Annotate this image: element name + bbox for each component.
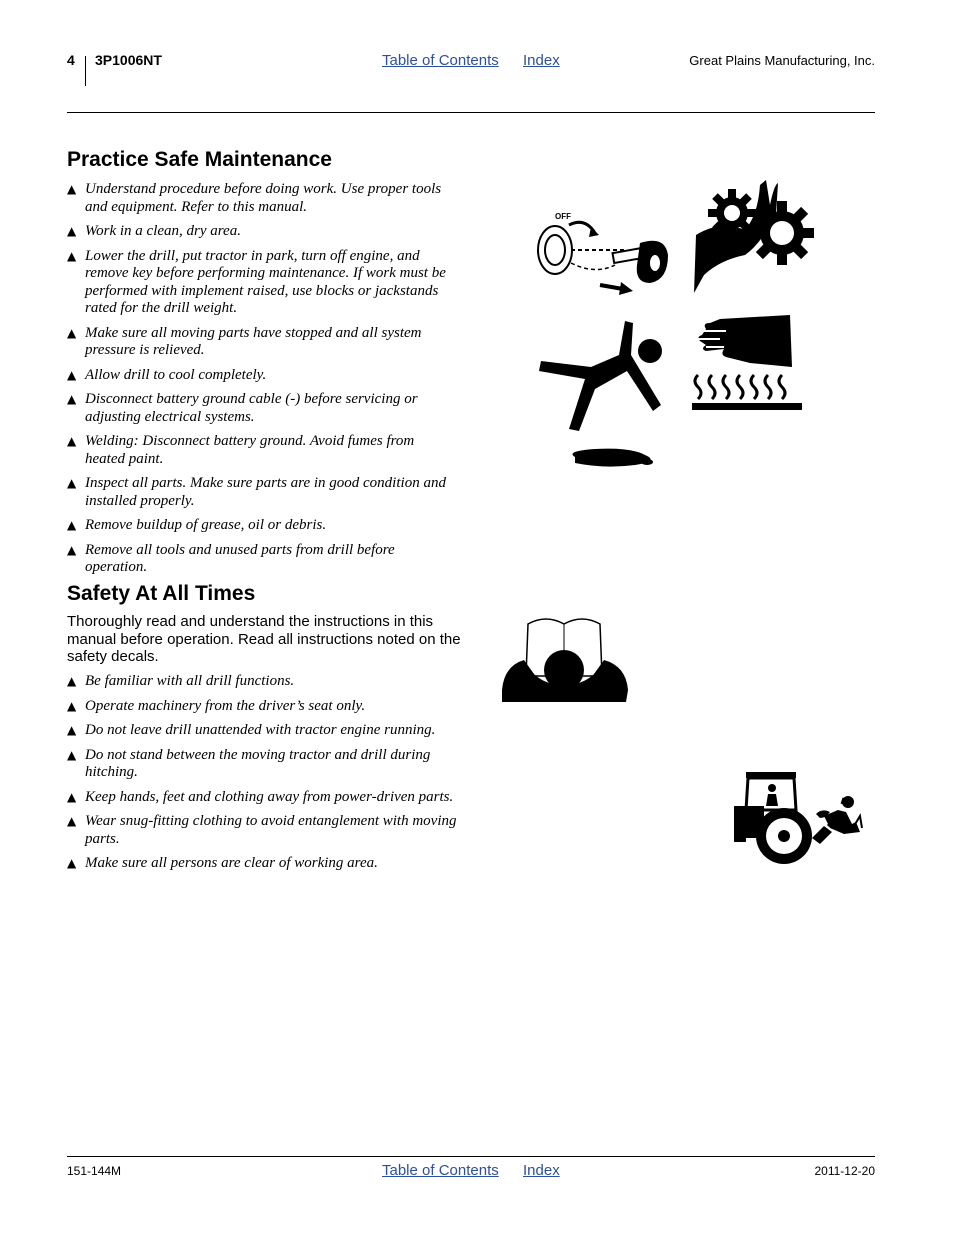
list-item: ▲ Understand procedure before doing work. Use proper tools and equipment. Refer to this manual. [67, 181, 442, 215]
gear-hand-icon [690, 175, 815, 295]
model-name: 3P1006NT [95, 52, 162, 68]
page-number: 4 [67, 52, 75, 68]
header-divider [85, 56, 86, 86]
company-name: Great Plains Manufacturing, Inc. [689, 53, 875, 68]
header-toc-link[interactable]: Table of Contents [382, 52, 499, 69]
list-item: ▲ Wear snug-fitting clothing to avoid entanglement with moving parts. [67, 813, 457, 847]
list-item: ▲ Be familiar with all drill functions. [67, 673, 295, 689]
header-index-link[interactable]: Index [523, 52, 560, 69]
list-item: ▲ Do not stand between the moving tractor and drill during hitching. [67, 746, 431, 780]
list-item: ▲ Do not leave drill unattended with tractor engine running. [67, 722, 436, 738]
section-intro: Thoroughly read and understand the instructions in this manual before operation. Read all instructions noted on the safety decals. [67, 613, 461, 665]
slip-fall-icon [535, 315, 670, 470]
safety-list [67, 673, 457, 880]
read-manual-icon [500, 614, 630, 706]
list-item: ▲ Lower the drill, put tractor in park, turn off engine, and remove key before performing maintenance. If work must be performed with implement raised, use blocks or jackstands rated for the drill weight. [67, 247, 446, 316]
document-date: 2011-12-20 [814, 1164, 875, 1178]
section-title-safe-maintenance: Practice Safe Maintenance [67, 148, 332, 171]
list-item: ▲ Work in a clean, dry area. [67, 223, 241, 239]
key-off-label: OFF [555, 212, 571, 221]
hot-surface-icon [690, 315, 805, 413]
list-item: ▲ Make sure all moving parts have stopped and all system pressure is relieved. [67, 324, 422, 358]
section-title-safety-all-times: Safety At All Times [67, 582, 256, 605]
footer-index-link[interactable]: Index [523, 1162, 560, 1179]
list-item: ▲ Welding: Disconnect battery ground. Avoid fumes from heated paint. [67, 433, 415, 467]
footer-toc-link[interactable]: Table of Contents [382, 1162, 499, 1179]
header-rule [67, 112, 875, 113]
footer-rule [67, 1156, 875, 1157]
maintenance-list [67, 181, 457, 584]
list-item: ▲ Remove buildup of grease, oil or debris. [67, 517, 327, 533]
key-off-icon [525, 205, 675, 300]
list-item: ▲ Operate machinery from the driver’s seat only. [67, 697, 366, 714]
list-item: ▲ Make sure all persons are clear of working area. [67, 855, 378, 871]
tractor-runover-icon [732, 770, 864, 870]
list-item: ▲ Remove all tools and unused parts from drill before operation. [67, 541, 395, 575]
list-item: ▲ Keep hands, feet and clothing away from power-driven parts. [67, 788, 454, 805]
list-item: ▲ Inspect all parts. Make sure parts are in good condition and installed properly. [67, 475, 446, 509]
document-code: 151-144M [67, 1164, 122, 1178]
list-item: ▲ Allow drill to cool completely. [67, 366, 267, 383]
list-item: ▲ Disconnect battery ground cable (-) before servicing or adjusting electrical systems. [67, 391, 418, 425]
